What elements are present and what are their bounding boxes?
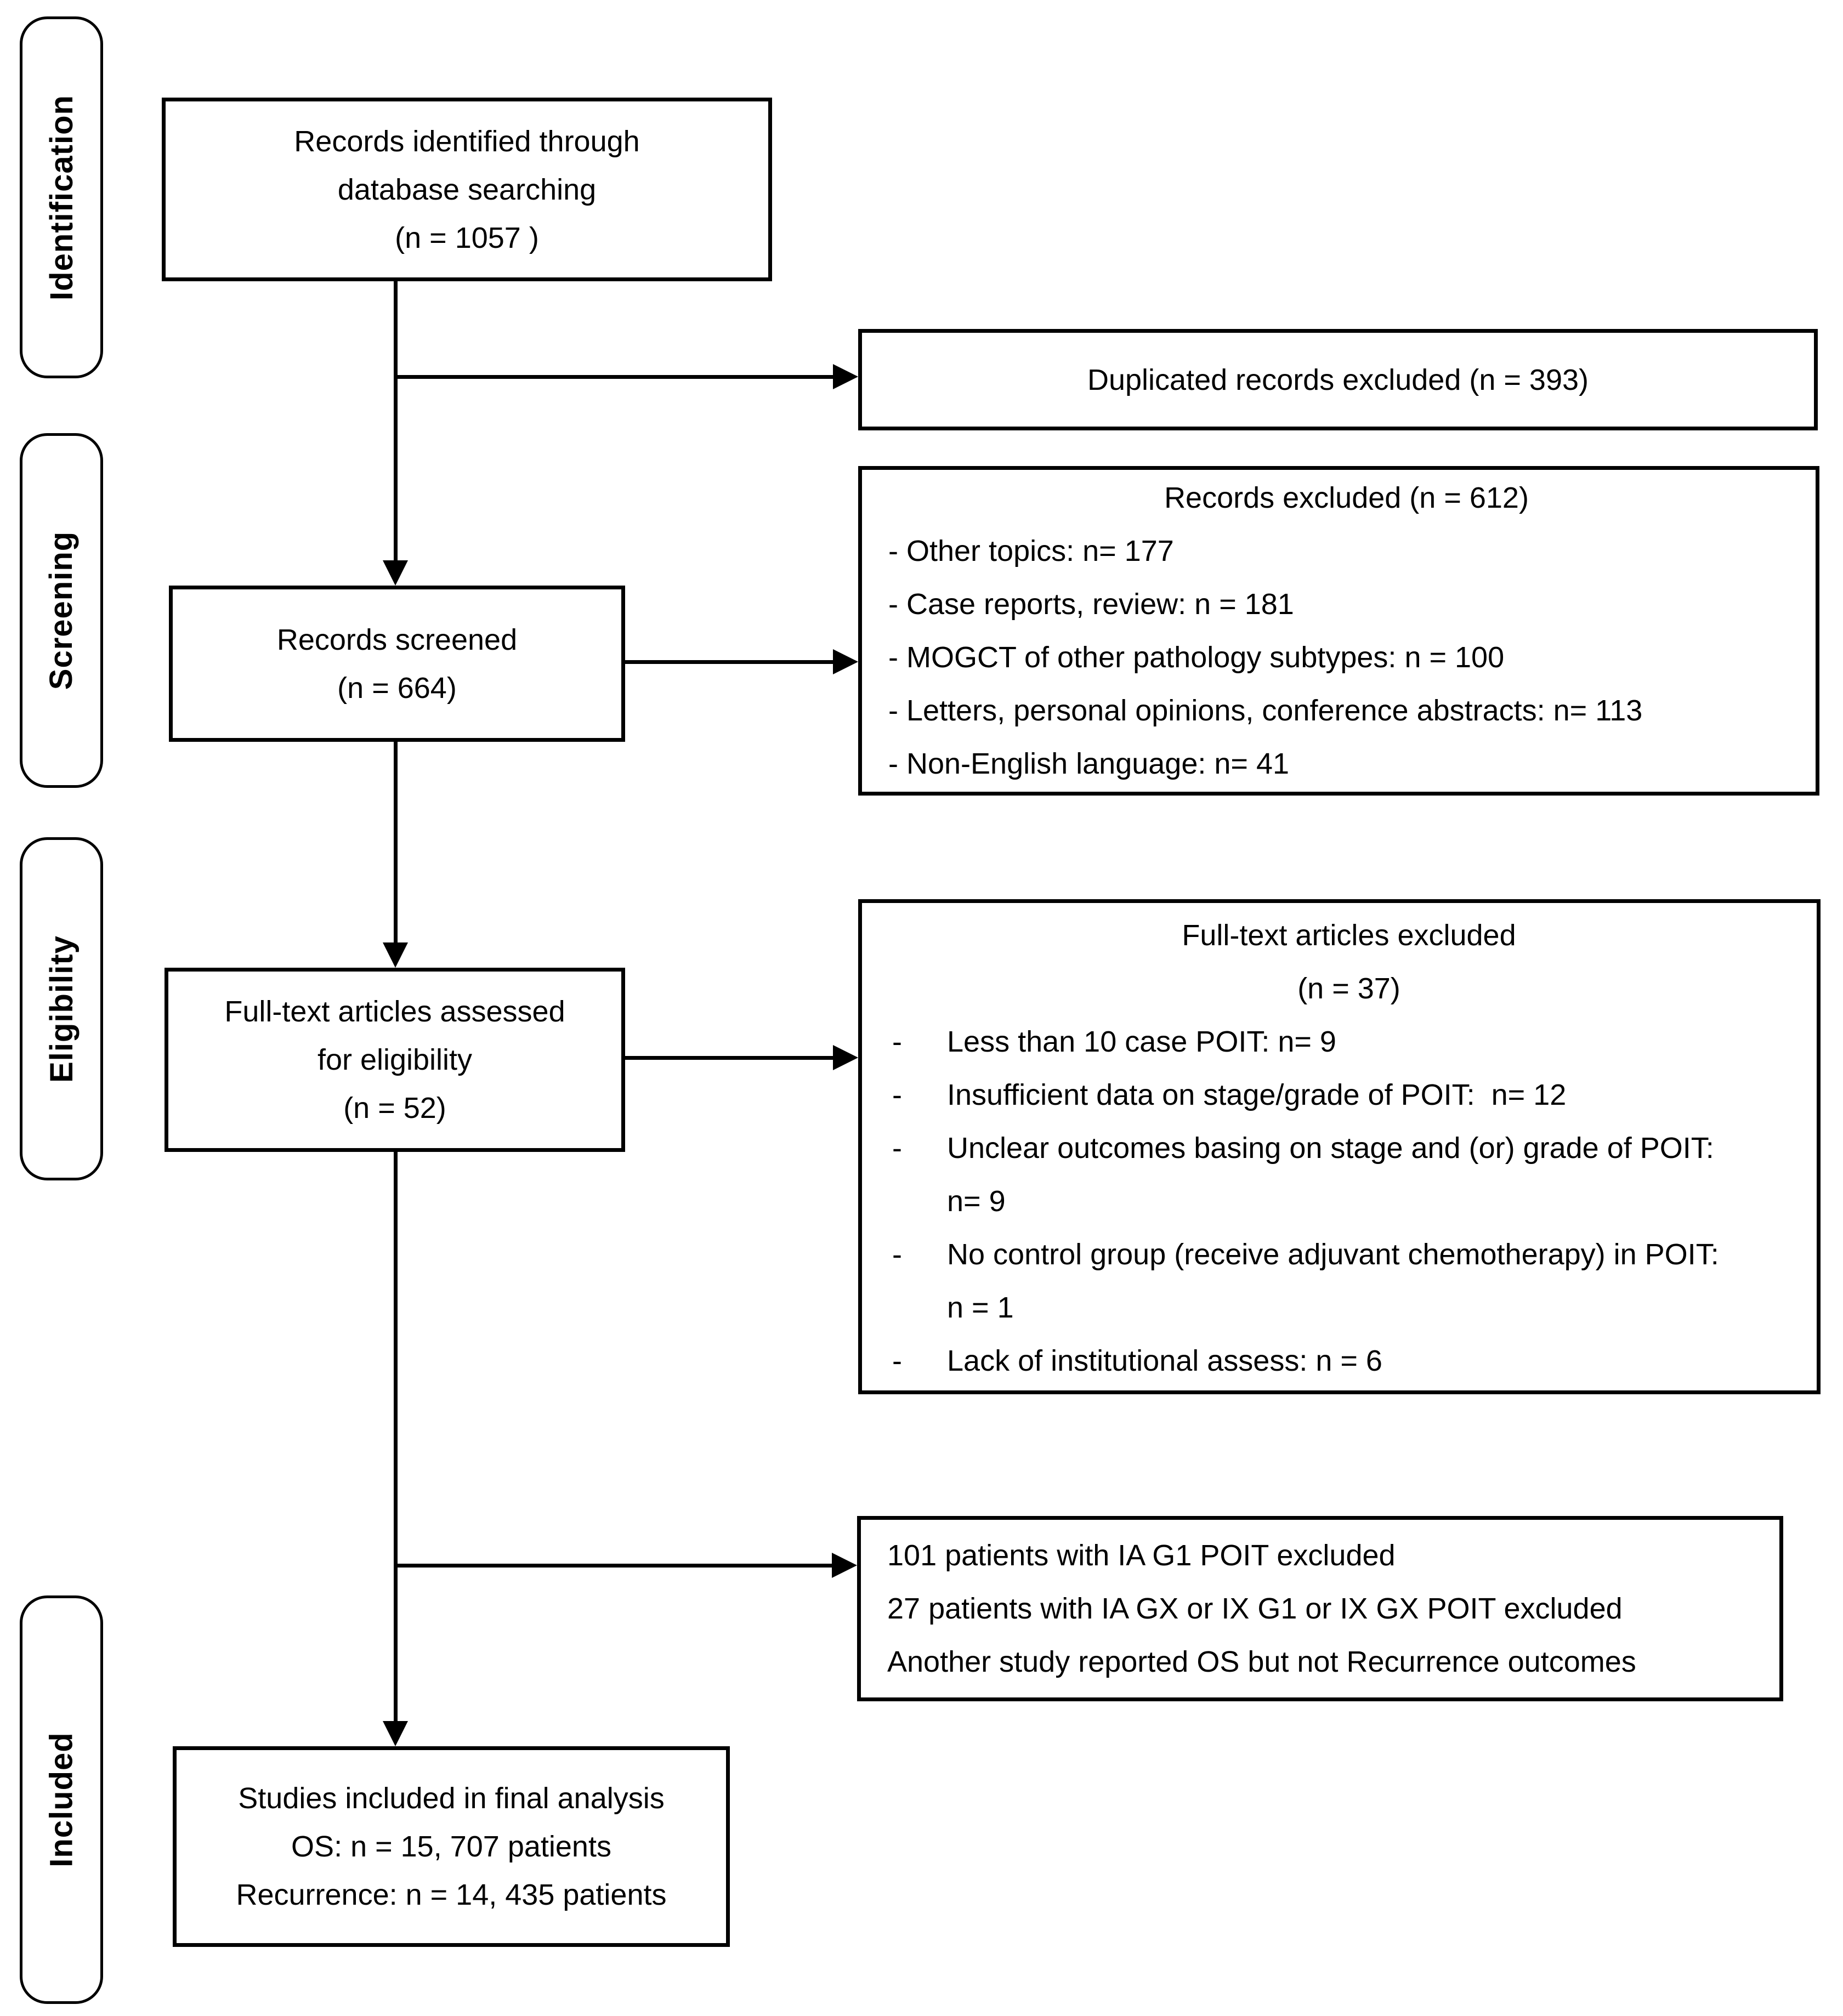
list-item: - Other topics: n= 177 [888, 534, 1174, 567]
connector-to-fulltext-excluded [625, 1056, 833, 1060]
box-subtitle: (n = 37) [1297, 972, 1400, 1005]
box-records-screened [169, 586, 625, 742]
list-item [892, 1069, 1566, 1122]
arrowhead-right-icon [833, 649, 858, 674]
box-title: Records excluded (n = 612) [1164, 481, 1529, 514]
list-item: - Non-English language: n= 41 [888, 747, 1290, 780]
list-item [892, 1228, 1726, 1334]
stage-identification-label: Identification [43, 94, 80, 300]
connector-to-patients-excluded [395, 1564, 833, 1568]
list-item: - Letters, personal opinions, conference abstracts: n= 113 [888, 694, 1643, 727]
stage-screening-label: Screening [43, 531, 80, 690]
dash-marker: - [892, 1025, 902, 1058]
connector-assessed-to-included [394, 1151, 398, 1722]
list-item-text: No control group (receive adjuvant chemotherapy) in POIT: n = 1 [947, 1238, 1727, 1324]
stage-screening [20, 433, 103, 788]
box-records-excluded [858, 466, 1819, 796]
box-line: (n = 1057 ) [395, 221, 539, 254]
box-line: Records identified through [294, 124, 640, 158]
arrowhead-down-icon [383, 560, 408, 586]
box-title: Full-text articles excluded [1182, 919, 1516, 952]
box-records-identified [162, 98, 772, 281]
dash-marker: - [892, 1132, 902, 1165]
arrowhead-right-icon [832, 1553, 857, 1578]
box-fulltext-excluded [858, 899, 1821, 1394]
dash-marker: - [892, 1078, 902, 1111]
list-item [892, 1015, 1336, 1069]
dash-marker: - [892, 1344, 902, 1377]
box-line: (n = 664) [337, 671, 457, 705]
box-line: (n = 52) [343, 1092, 446, 1125]
box-line: Duplicated records excluded (n = 393) [1087, 363, 1589, 396]
list-item: - MOGCT of other pathology subtypes: n = 100 [888, 640, 1505, 674]
box-line: Full-text articles assessed [224, 995, 565, 1028]
list-item-text: Less than 10 case POIT: n= 9 [947, 1025, 1336, 1058]
connector-identified-to-screened [394, 280, 398, 561]
list-item-text: Insufficient data on stage/grade of POIT: n= 12 [947, 1078, 1567, 1111]
box-line: database searching [337, 173, 597, 206]
box-included-final [173, 1746, 730, 1947]
connector-screened-to-assessed [394, 741, 398, 944]
stage-eligibility [20, 837, 103, 1180]
stage-included-label: Included [43, 1732, 80, 1867]
box-fulltext-assessed [165, 968, 625, 1152]
box-duplicated-excluded [858, 329, 1818, 430]
box-line: Recurrence: n = 14, 435 patients [236, 1878, 667, 1911]
box-line: Records screened [276, 623, 518, 656]
box-line: 101 patients with IA G1 POIT excluded [887, 1538, 1396, 1572]
dash-marker: - [892, 1238, 902, 1271]
stage-identification [20, 16, 103, 378]
list-item-text: Lack of institutional assess: n = 6 [947, 1344, 1382, 1377]
connector-to-records-excluded [625, 660, 833, 664]
box-line: 27 patients with IA GX or IX G1 or IX GX POIT excluded [887, 1592, 1623, 1625]
box-line: for eligibility [317, 1043, 473, 1076]
list-item-text: Unclear outcomes basing on stage and (or) grade of POIT: n= 9 [947, 1132, 1722, 1218]
connector-to-duplicated-excluded [395, 375, 834, 379]
box-patients-excluded [857, 1516, 1783, 1701]
arrowhead-down-icon [383, 942, 408, 968]
box-line: OS: n = 15, 707 patients [291, 1830, 611, 1863]
arrowhead-right-icon [833, 1045, 858, 1070]
list-item [892, 1122, 1726, 1228]
box-line: Another study reported OS but not Recurrence outcomes [887, 1645, 1636, 1678]
box-line: Studies included in final analysis [238, 1782, 665, 1815]
stage-eligibility-label: Eligibility [43, 935, 80, 1083]
stage-included [20, 1595, 103, 2004]
arrowhead-down-icon [383, 1721, 408, 1746]
arrowhead-right-icon [833, 364, 858, 389]
list-item [892, 1334, 1382, 1388]
list-item: - Case reports, review: n = 181 [888, 587, 1294, 621]
